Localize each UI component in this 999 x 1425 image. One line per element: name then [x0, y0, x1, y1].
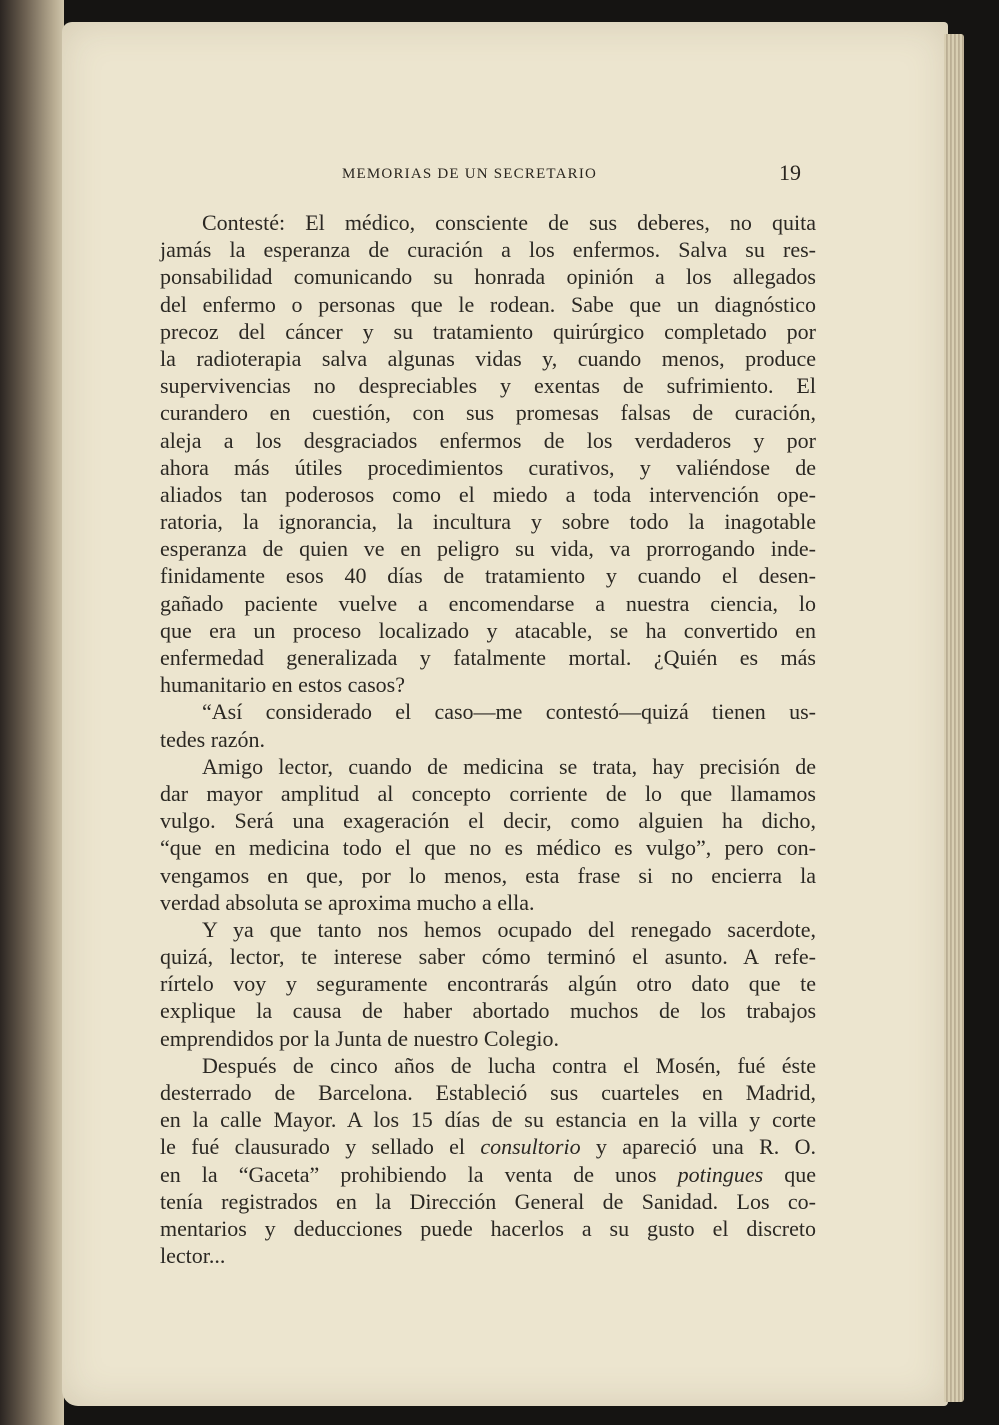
body-text	[160, 209, 816, 1269]
text-line: emprendidos por la Junta de nuestro Colegio.	[160, 1025, 559, 1051]
text-line: Después de cinco años de lucha contra el Mosén, fué éste	[202, 1052, 816, 1078]
text-line: rírtelo voy y seguramente encontrarás algún otro dato que te	[160, 971, 816, 997]
text-line: humanitario en estos casos?	[160, 672, 405, 698]
text-line: precoz del cáncer y su tratamiento quirúrgico completado por	[160, 318, 816, 344]
text-run: le fué clausurado y sellado el	[160, 1134, 481, 1160]
text-line: supervivencias no despreciables y exentas de sufrimiento. El	[160, 373, 816, 399]
text-line: quizá, lector, te interese saber cómo terminó el asunto. A refe-	[160, 944, 816, 970]
text-line: Y ya que tanto nos hemos ocupado del renegado sacerdote,	[202, 916, 816, 942]
text-line: vengamos en que, por lo menos, esta frase si no encierra la	[160, 862, 816, 888]
text-line: Amigo lector, cuando de medicina se trata, hay precisión de	[202, 753, 816, 779]
text-line: enfermedad generalizada y fatalmente mortal. ¿Quién es más	[160, 645, 816, 670]
page-stack-edge	[944, 34, 964, 1402]
text-line: en la calle Mayor. A los 15 días de su estancia en la villa y corte	[160, 1107, 816, 1133]
running-head: MEMORIAS DE UN SECRETARIO	[342, 166, 598, 182]
text-line: “que en medicina todo el que no es médico es vulgo”, pero con-	[160, 835, 816, 861]
text-line: Contesté: El médico, consciente de sus deberes, no quita	[202, 210, 816, 235]
text-line: explique la causa de haber abortado muchos de los trabajos	[160, 998, 816, 1024]
text-line: ratoria, la ignorancia, la incultura y sobre todo la inagotable	[160, 509, 816, 535]
italic-word: potingues	[677, 1161, 764, 1187]
text-line: lector...	[160, 1243, 226, 1269]
text-line: la radioterapia salva algunas vidas y, cuando menos, produce	[160, 345, 816, 371]
text-line: gañado paciente vuelve a encomendarse a nuestra ciencia, lo	[160, 590, 816, 616]
text-line: tenía registrados en la Dirección General de Sanidad. Los co-	[160, 1188, 816, 1214]
text-line: vulgo. Será una exageración el decir, como alguien ha dicho,	[160, 808, 816, 834]
text-line: dar mayor amplitud al concepto corriente de lo que llamamos	[160, 780, 816, 806]
text-line: “Así considerado el caso—me contestó—quizá tienen us-	[202, 699, 816, 725]
text-line	[160, 1161, 816, 1188]
text-run: y apareció una R. O.	[580, 1134, 816, 1160]
text-line	[160, 1133, 816, 1160]
page-number: 19	[779, 160, 801, 185]
text-run: que	[763, 1161, 816, 1187]
text-line: curandero en cuestión, con sus promesas falsas de curación,	[160, 400, 816, 426]
text-line: tedes razón.	[160, 726, 266, 752]
text-line: mentarios y deducciones puede hacerlos a su gusto el discreto	[160, 1215, 816, 1241]
text-line: desterrado de Barcelona. Estableció sus cuarteles en Madrid,	[160, 1080, 816, 1105]
text-line: ahora más útiles procedimientos curativos, y valiéndose de	[160, 454, 816, 480]
text-line: ponsabilidad comunicando su honrada opinión a los allegados	[160, 264, 816, 290]
text-line: del enfermo o personas que le rodean. Sabe que un diagnóstico	[160, 291, 816, 317]
text-line: aliados tan poderosos como el miedo a toda intervención ope-	[160, 481, 816, 507]
text-line: que era un proceso localizado y atacable, se ha convertido en	[160, 617, 816, 643]
text-line: esperanza de quien ve en peligro su vida, va prorrogando inde-	[160, 536, 816, 562]
text-line: jamás la esperanza de curación a los enfermos. Salva su res-	[160, 237, 816, 263]
italic-word: consultorio	[480, 1134, 581, 1160]
text-line: aleja a los desgraciados enfermos de los verdaderos y por	[160, 427, 816, 453]
text-line: finidamente esos 40 días de tratamiento y cuando el desen-	[160, 563, 816, 589]
text-run: en la “Gaceta” prohibiendo la venta de unos	[160, 1161, 678, 1187]
facing-page-edge	[0, 0, 64, 1425]
text-line: verdad absoluta se aproxima mucho a ella.	[160, 889, 535, 915]
